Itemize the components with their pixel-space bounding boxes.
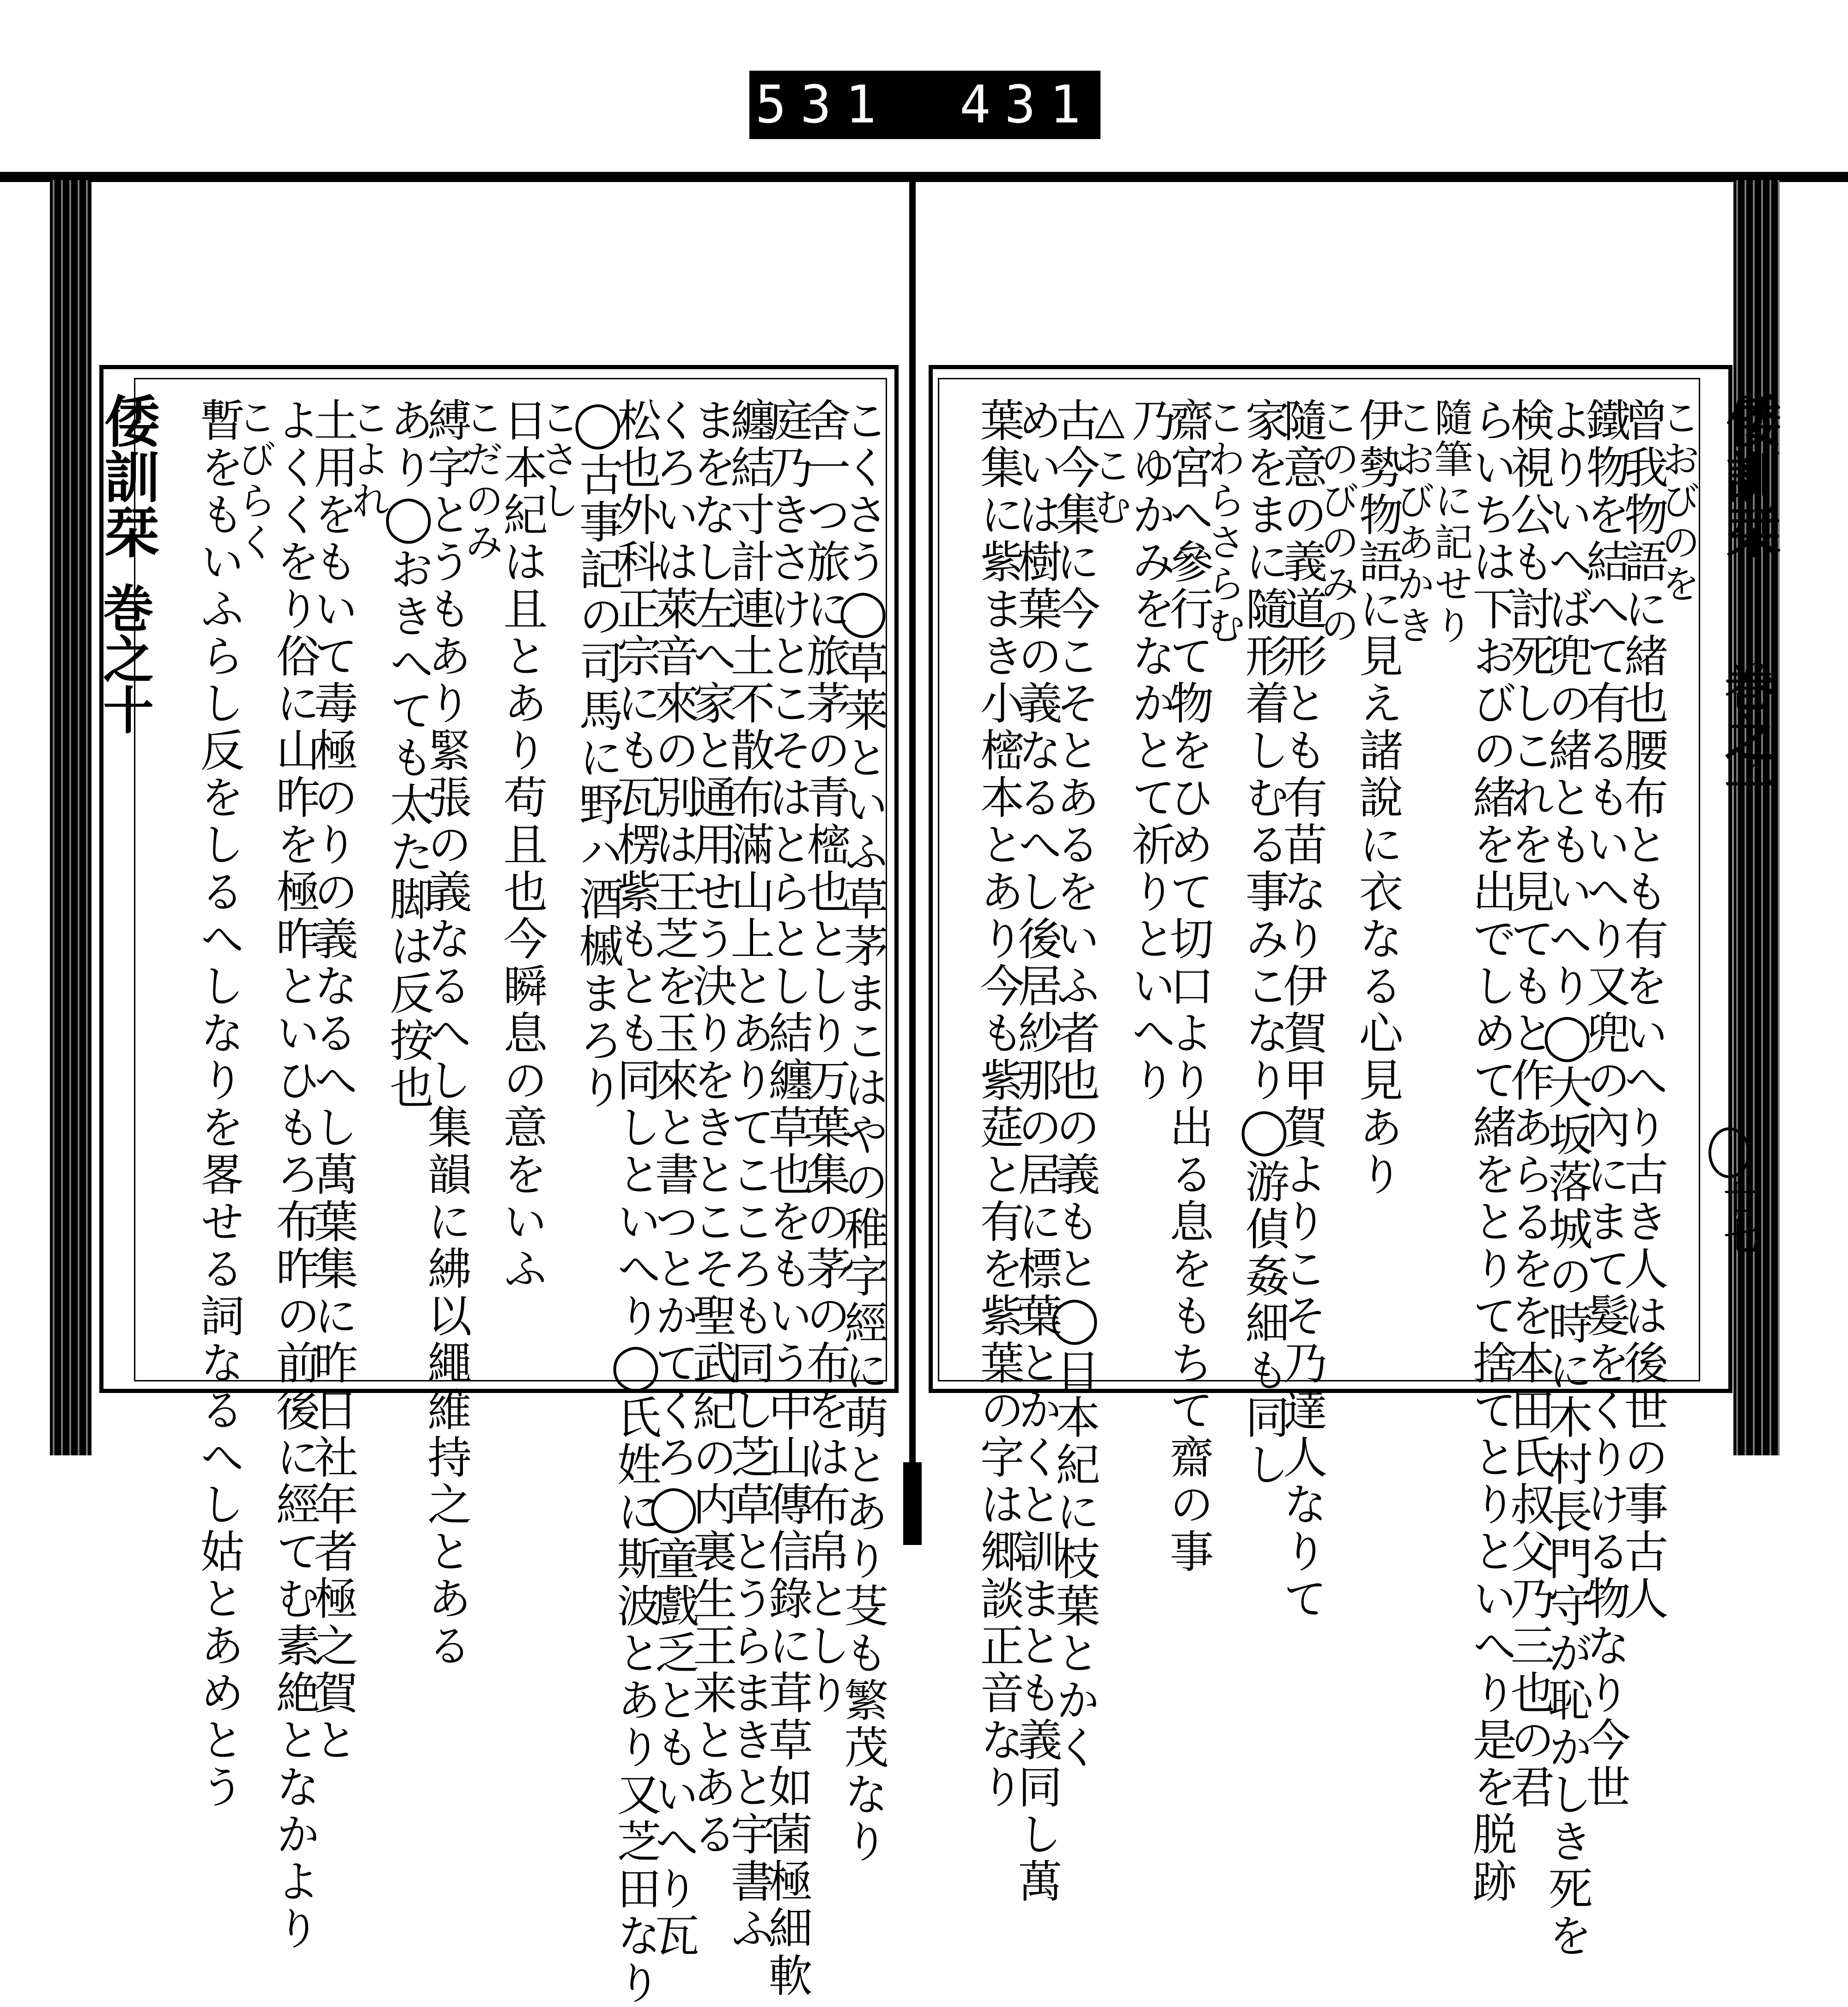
right-side-title: 倭訓栞 [1717,393,1782,559]
text-column: 土用をもいて毒極のりの義なるへし萬葉集に昨日社年者極之賀と [307,397,359,1764]
text-column: こよれ [345,397,390,522]
text-column: くろいは萊音來の別は王芝を玉來と書つとかてくろ◯童戲乏ともいへり瓦 [648,397,699,1960]
text-column: こびらく [231,397,277,564]
right-side-volume: 巻之十 [1716,661,1776,813]
folio-number: 廿七 [1718,1180,1761,1254]
text-column: 家をまに隨形着しむる事みこなり◯游偵姦細も同し [1238,397,1290,1489]
accession-number-left: 531 [755,75,890,135]
right-page-edge [1733,180,1780,1455]
text-column: 日本紀は且とあり苟且也今瞬息の意をいふ [496,397,548,1293]
text-column: 古今集に今こそとあるをいふ者也の義もと◯日本紀に枝葉とかく [1049,397,1100,1771]
text-column: らいちは下おびの緒を出でしめて緒をとりて捨てとりといへり是を脱跡 [1465,397,1517,1905]
text-column: 鐵物を結へて有るもいへり又兜の內にまて髮をくりける物なり今世 [1579,397,1631,1811]
text-column: 乃ゆかみをなかとて祈りといへり [1125,397,1176,1104]
accession-number-right: 431 [960,75,1095,135]
text-column: 隨筆に記せり [1428,397,1473,647]
text-column: 舍一つ旅に旅茅の青樒也としり万葉集の茅の布をは布帛としり [799,397,851,1717]
text-column: 葉集に紫まき小樒本とあり今も紫莚と有を紫葉の字は郷談正音なり [973,397,1025,1811]
text-column: 暫をもいふらし反をしるへしなりを畧せる詞なるへし姑とあめとう [193,397,245,1811]
text-column: 縛字とうもあり緊張の義なるへし集韻に紼以繩維持之とある [420,397,472,1670]
text-column: こおびのを [1655,397,1701,605]
text-column: あり◯おきへても太た脚は反按也 [383,397,434,1112]
text-column: こおびあかき [1390,397,1435,647]
accession-label [749,71,1100,139]
text-column: ◯古事記の司馬に野ハ酒槭まろり [572,397,624,1112]
text-column: 曾我物語に緒也腰布とも有をいへり古き人は後世の事古人 [1617,397,1669,1623]
text-column: よくくをり俗に山昨を極昨といひもろ布昨の前後に經てむ素絶となかより [269,397,321,1952]
text-column: 庭乃きさけとこそはとらとし結纏草也をもいう中山傳信錄に茸草如菌極細軟 [761,397,813,2000]
text-column: 伊勢物語に見え諸說に衣なる心見あり [1352,397,1404,1198]
left-side-volume: 巻之十 [95,582,154,735]
text-column: こくさう◯草莱といふ草茅まこはやの稚字經に萌とあり芟も繁茂なり [837,397,889,1866]
text-column: めいは樹葉の義なるへし後居紗那の居に標葉とかくと訓まとも義同し萬 [1011,397,1063,1905]
binding-rod [0,172,1848,182]
text-column: このびのみの [1314,397,1360,647]
text-column: よりいへば兜の緒ともいへり◯大坂落城の時に木村長門守が恥かしき死を [1541,397,1593,1960]
spine-clasp [903,1462,922,1545]
left-side-title: 倭訓栞 [95,393,160,559]
text-column: 纏結寸計連土不散布滿山上とありてこころも同し芝草とうらまきと宇書ふ [723,397,775,1952]
folio-mark [1708,1127,1750,1178]
left-page-edge [50,180,91,1455]
book-spine [909,172,916,1512]
text-column: まをなし左へ家と通用せう決りをきとこそ聖武紀の内裏生王来とある [686,397,737,1858]
text-column: こだのみ [459,397,504,564]
text-column: △こむ [1087,397,1132,529]
text-column: こさし [535,397,580,522]
text-column: こわらさらむ [1201,397,1246,647]
text-column: 松也外科正宗にも瓦楞紫もとも同しといへり◯氏姓に斯波とあり又芝田なり [610,397,662,2007]
text-column: 検視公も討死しこれを見てもと作あらるをを本田氏叔父乃三也の君 [1503,397,1555,1811]
text-column: 齋宮へ參行て物をひめて切口より出る息をもちて齋の事 [1162,397,1214,1575]
text-column: 隨意の義道形とも有苗なり伊賀甲賀よりこそ乃達人なりて [1276,397,1328,1623]
